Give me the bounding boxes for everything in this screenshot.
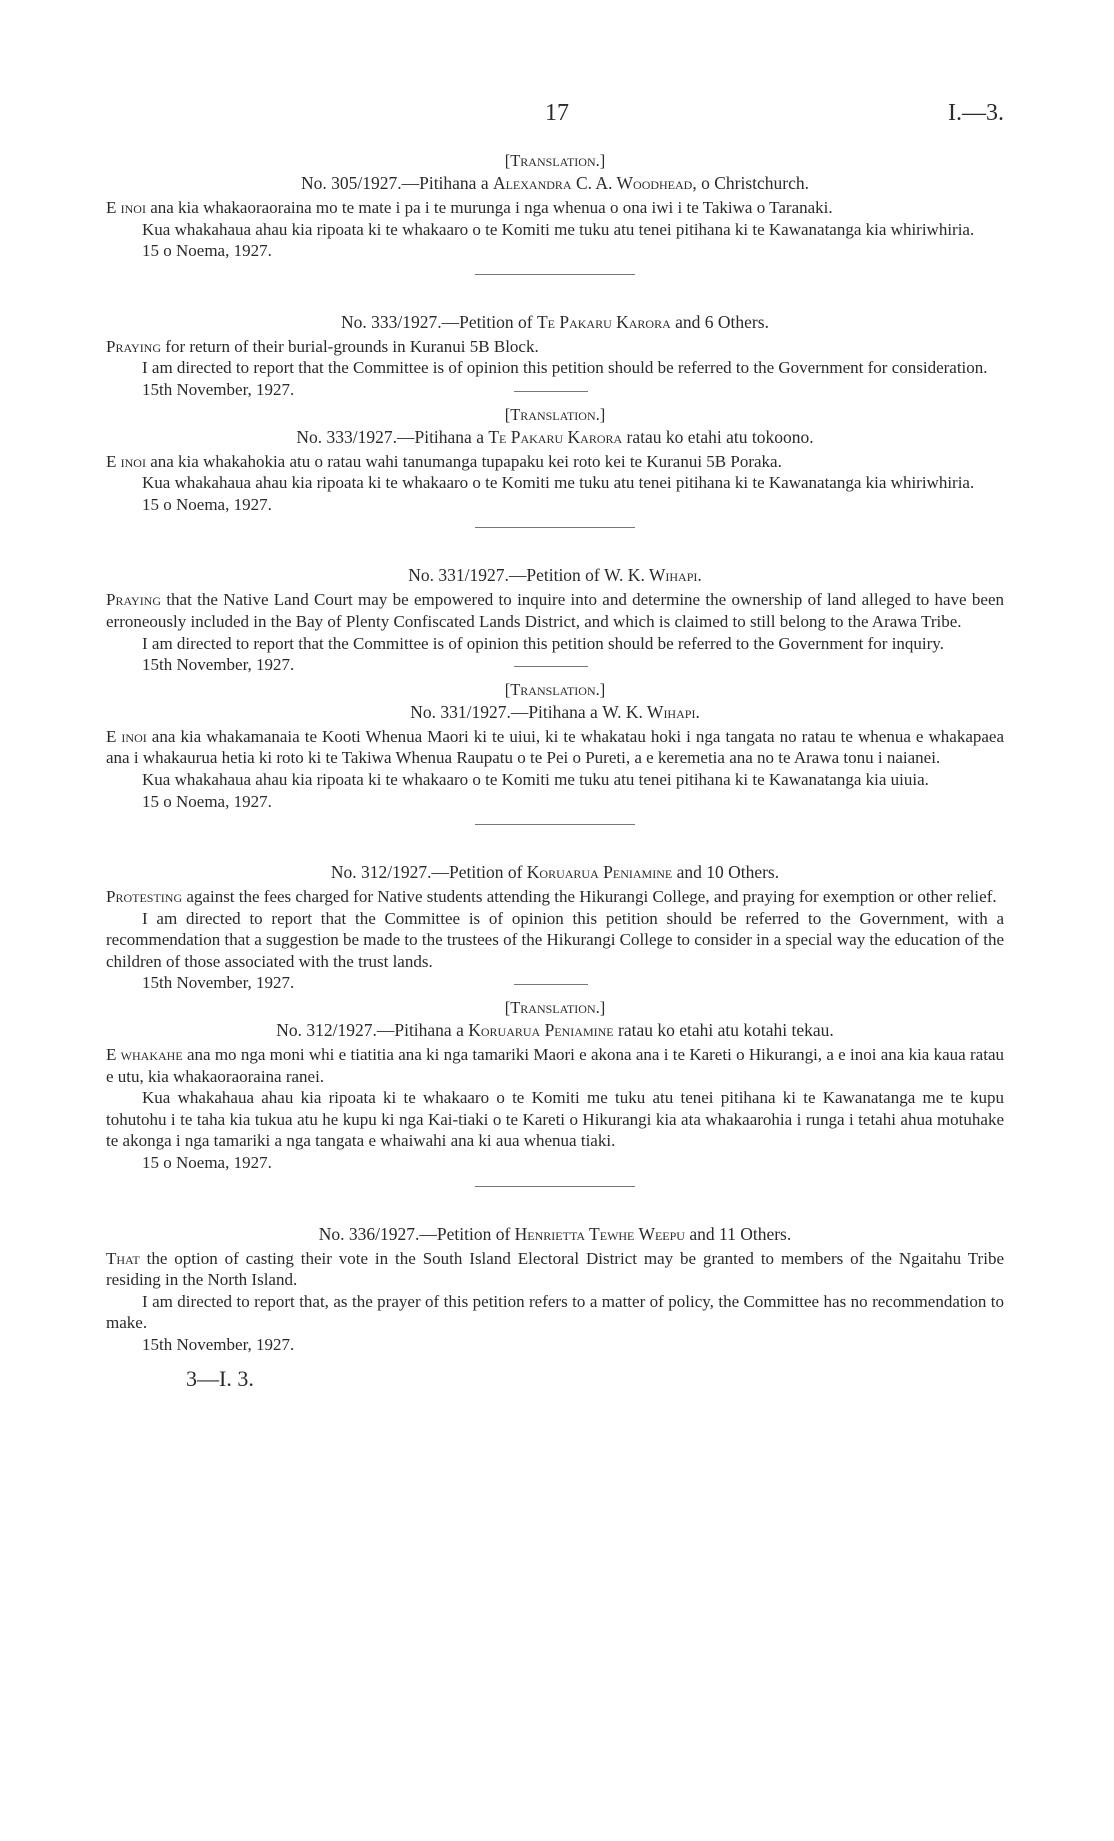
short-divider <box>514 984 588 985</box>
petition-report: I am directed to report that the Committee is of opinion this petition should be referred to the Government, with a recommendation that a suggestion be made to the trustees of the Hikurangi College to consider in a special way the education of the children of those associated with the trust lands. <box>106 908 1004 971</box>
translation-heading: [Translation.] <box>504 151 606 170</box>
translation-heading: [Translation.] <box>504 404 606 424</box>
petition-title: No. 333/1927.—Pitihana a Te Pakaru Karora ratau ko etahi atu tokoono. <box>296 426 814 447</box>
petition-report: Kua whakahaua ahau kia ripoata ki te whakaaro o te Komiti me tuku atu tenei pitihana ki te Kawanatanga kia whiriwhiria. <box>142 473 975 493</box>
petition-date: 15th November, 1927. <box>142 973 295 993</box>
petition-body: E whakahe ana mo nga moni whi e tiatitia ana ki nga tamariki Maori e akona ana i te Kareti o Hikurangi, a e inoi ana kia kaua ratau e utu, kia whakaoraoraina ranei. <box>106 1045 1004 1086</box>
petition-body: E inoi ana kia whakahokia atu o ratau wahi tanumanga tupapaku kei roto kei te Kuranui 5B Poraka. <box>106 451 782 471</box>
page-header <box>0 100 1114 134</box>
petition-date: 15th November, 1927. <box>142 655 295 675</box>
petition-title: No. 336/1927.—Petition of Henrietta Tewhe Weepu and 11 Others. <box>318 1223 792 1244</box>
section-divider <box>475 1186 635 1187</box>
petition-title: No. 333/1927.—Petition of Te Pakaru Karora and 6 Others. <box>341 311 769 332</box>
page-signature: 3—I. 3. <box>186 1365 254 1391</box>
petition-report: I am directed to report that, as the prayer of this petition refers to a matter of policy, the Committee has no recommendation to make. <box>106 1291 1004 1333</box>
petition-report: I am directed to report that the Committee is of opinion this petition should be referred to the Government for inquiry. <box>142 633 944 653</box>
short-divider <box>514 391 588 392</box>
petition-body: E inoi ana kia whakamanaia te Kooti Whenua Maori ki te uiui, ki te whakatau hoki i nga tangata no ratau te whenua e whakapaea ana i whakaurua hetia ki roto ki te Takiwa Whenua Raupatu o te Pei o Pureti, a e keremetia ana no te Arawa tonu i naianei. <box>106 726 1004 768</box>
petition-title: No. 331/1927.—Pitihana a W. K. Wihapi. <box>410 701 700 722</box>
petition-date: 15 o Noema, 1927. <box>142 241 272 261</box>
translation-heading: [Translation.] <box>504 679 606 699</box>
petition-title: No. 312/1927.—Pitihana a Koruarua Peniamine ratau ko etahi atu kotahi tekau. <box>276 1020 834 1041</box>
petition-title: No. 305/1927.—Pitihana a Alexandra C. A. Woodhead, o Christchurch. <box>300 173 810 193</box>
petition-report: Kua whakahaua ahau kia ripoata ki te whakaaro o te Komiti me tuku atu tenei pitihana ki te Kawanatanga me te kupu tohutohu i te taha kia tukua atu he kupu ki nga Kai-tiaki o te Kareti o Hikurangi kia ata whakaarohia i runga i tetahi ahua motuhake te akonga i nga tamariki a nga tangata e whaiwahi ana ki aua whenua tiaki. <box>106 1088 1004 1151</box>
petition-report: I am directed to report that the Committee is of opinion this petition should be referred to the Government for consideration. <box>142 358 988 378</box>
petition-date: 15 o Noema, 1927. <box>142 791 272 811</box>
petition-title: No. 312/1927.—Petition of Koruarua Peniamine and 10 Others. <box>330 862 780 883</box>
petition-body: That the option of casting their vote in the South Island Electoral District may be granted to members of the Ngaitahu Tribe residing in the North Island. <box>106 1248 1004 1290</box>
section-divider <box>475 274 635 275</box>
translation-heading: [Translation.] <box>504 998 606 1018</box>
petition-title: No. 331/1927.—Petition of W. K. Wihapi. <box>408 565 702 586</box>
short-divider <box>514 666 588 667</box>
petition-date: 15th November, 1927. <box>142 379 295 399</box>
petition-body: E inoi ana kia whakaoraoraina mo te mate i pa i te murunga i nga whenua o ona iwi i te Takiwa o Taranaki. <box>106 198 833 217</box>
petition-report: Kua whakahaua ahau kia ripoata ki te whakaaro o te Komiti me tuku atu tenei pitihana ki te Kawanatanga kia uiuia. <box>142 769 929 789</box>
document-code: I.—3. <box>948 100 1004 126</box>
petition-date: 15 o Noema, 1927. <box>142 494 272 514</box>
petition-body: Praying that the Native Land Court may be empowered to inquire into and determine the ownership of land alleged to have been erroneously included in the Bay of Plenty Confiscated Lands District, and which is claimed to still belong to the Arawa Tribe. <box>106 590 1004 631</box>
section-divider <box>475 824 635 825</box>
page-body <box>106 150 1004 1392</box>
petition-report: Kua whakahaua ahau kia ripoata ki te whakaaro o te Komiti me tuku atu tenei pitihana ki te Kawanatanga kia whiriwhiria. <box>142 219 975 239</box>
petition-date: 15th November, 1927. <box>142 1335 295 1354</box>
page-number: 17 <box>545 100 569 126</box>
section-divider <box>475 527 635 528</box>
petition-body: Praying for return of their burial-grounds in Kuranui 5B Block. <box>106 336 539 356</box>
petition-body: Protesting against the fees charged for Native students attending the Hikurangi College, and praying for exemption or other relief. <box>106 887 997 907</box>
petition-date: 15 o Noema, 1927. <box>142 1153 272 1173</box>
